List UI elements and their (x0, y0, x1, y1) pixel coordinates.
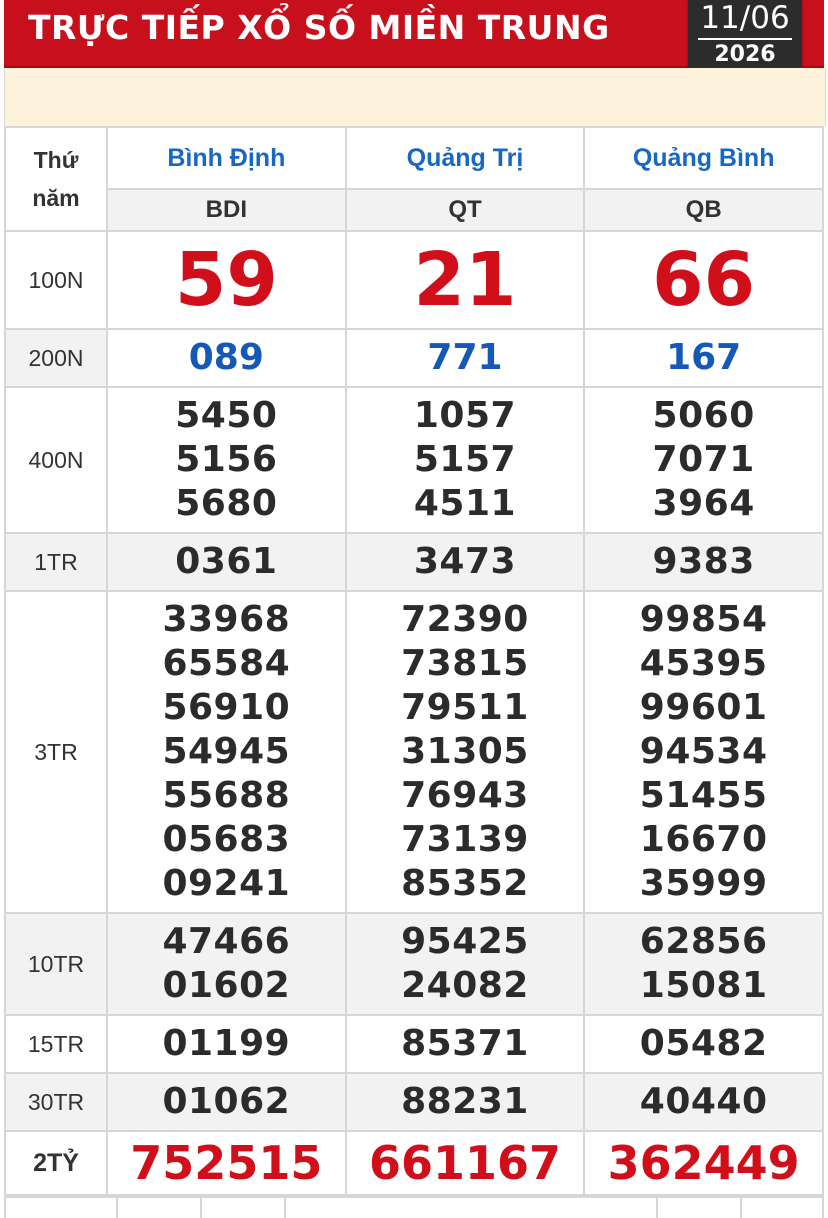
prize-number: 167 (666, 337, 742, 378)
prize-cell (346, 591, 585, 913)
prize-label: 100N (5, 231, 107, 329)
prize-cell (346, 1131, 585, 1195)
prize-number: 56910 (162, 687, 291, 728)
prize-cell (584, 913, 823, 1015)
date-divider (698, 38, 792, 40)
divider (116, 1198, 118, 1218)
province-code: BDI (107, 189, 346, 231)
prize-cell (584, 1131, 823, 1195)
ad-banner (4, 68, 826, 126)
prize-cell (346, 231, 585, 329)
prize-number: 88231 (401, 1081, 529, 1122)
prize-label: 1TR (5, 533, 107, 591)
prize-number: 5157 (413, 439, 517, 480)
province-name-quang-tri[interactable]: Quảng Trị (346, 127, 585, 189)
divider (4, 1198, 6, 1218)
prize-label: 3TR (5, 591, 107, 913)
prize-number: 01199 (162, 1023, 291, 1064)
prize-number: 4511 (413, 483, 517, 524)
prize-number: 35999 (639, 863, 768, 904)
prize-number: 62856 (639, 921, 768, 962)
prize-row-10tr (5, 913, 823, 1015)
prize-cell (107, 913, 346, 1015)
prize-label: 30TR (5, 1073, 107, 1131)
prize-number: 40440 (639, 1081, 768, 1122)
prize-cell (107, 387, 346, 533)
prize-number: 15081 (639, 965, 768, 1006)
jackpot-number: 362449 (607, 1136, 800, 1190)
prize-cell (346, 329, 585, 387)
prize-row-1tr (5, 533, 823, 591)
prize-number: 01062 (162, 1081, 291, 1122)
prize-number: 66 (652, 237, 756, 323)
prize-cell (107, 231, 346, 329)
prize-number: 5156 (175, 439, 278, 480)
date-day: 11/06 (700, 0, 790, 36)
weekday-line-2: năm (32, 185, 80, 211)
prize-number: 5680 (175, 483, 278, 524)
prize-cell (107, 329, 346, 387)
prize-cell (107, 1073, 346, 1131)
divider (656, 1198, 658, 1218)
prize-cell (584, 329, 823, 387)
prize-number: 24082 (401, 965, 529, 1006)
prize-cell (107, 533, 346, 591)
prize-number: 771 (427, 337, 503, 378)
prize-number: 5450 (175, 395, 278, 436)
date-badge[interactable] (688, 0, 802, 74)
results-table (4, 126, 824, 1196)
prize-cell (107, 1131, 346, 1195)
prize-number: 55688 (162, 775, 291, 816)
prize-label: 10TR (5, 913, 107, 1015)
prize-number: 31305 (401, 731, 529, 772)
date-year: 2026 (714, 42, 776, 67)
province-code: QB (584, 189, 823, 231)
divider (284, 1198, 286, 1218)
prize-row-30tr (5, 1073, 823, 1131)
jackpot-number: 752515 (130, 1136, 323, 1190)
prize-number: 0361 (175, 541, 278, 582)
prize-number: 5060 (652, 395, 755, 436)
prize-number: 94534 (639, 731, 768, 772)
prize-number: 73139 (401, 819, 529, 860)
prize-number: 01602 (162, 965, 291, 1006)
prize-number: 47466 (162, 921, 291, 962)
jackpot-number: 661167 (368, 1136, 561, 1190)
prize-row-200n (5, 329, 823, 387)
prize-cell (346, 1015, 585, 1073)
prize-cell (584, 591, 823, 913)
prize-cell (346, 913, 585, 1015)
prize-number: 05683 (162, 819, 291, 860)
prize-row-400n (5, 387, 823, 533)
prize-row-15tr (5, 1015, 823, 1073)
prize-number: 65584 (162, 643, 291, 684)
province-name-quang-binh[interactable]: Quảng Bình (584, 127, 823, 189)
prize-number: 089 (188, 337, 264, 378)
prize-number: 73815 (401, 643, 529, 684)
prize-number: 85371 (401, 1023, 529, 1064)
province-code-row (5, 189, 823, 231)
next-table-edge (4, 1196, 824, 1218)
weekday-line-1: Thứ (33, 147, 79, 173)
prize-number: 09241 (162, 863, 291, 904)
prize-number: 85352 (401, 863, 529, 904)
weekday-cell (5, 127, 107, 231)
prize-cell (107, 591, 346, 913)
prize-number: 9383 (652, 541, 755, 582)
prize-row-100n (5, 231, 823, 329)
page-title: TRỰC TIẾP XỔ SỐ MIỀN TRUNG (28, 8, 610, 47)
prize-number: 05482 (639, 1023, 768, 1064)
prize-label: 200N (5, 329, 107, 387)
prize-number: 1057 (413, 395, 517, 436)
prize-label-jackpot: 2TỶ (5, 1131, 107, 1195)
prize-cell (107, 1015, 346, 1073)
prize-cell (584, 533, 823, 591)
prize-number: 99601 (639, 687, 768, 728)
province-code: QT (346, 189, 585, 231)
prize-number: 72390 (401, 599, 529, 640)
prize-cell (584, 1015, 823, 1073)
prize-cell (346, 533, 585, 591)
prize-row-3tr (5, 591, 823, 913)
prize-number: 3473 (413, 541, 517, 582)
prize-number: 79511 (401, 687, 529, 728)
prize-number: 21 (413, 237, 517, 323)
divider (200, 1198, 202, 1218)
province-name-row (5, 127, 823, 189)
prize-label: 400N (5, 387, 107, 533)
prize-number: 33968 (162, 599, 291, 640)
prize-number: 7071 (652, 439, 755, 480)
prize-number: 51455 (639, 775, 768, 816)
prize-number: 95425 (401, 921, 529, 962)
prize-cell (584, 1073, 823, 1131)
province-name-binh-dinh[interactable]: Bình Định (107, 127, 346, 189)
prize-cell (584, 387, 823, 533)
prize-number: 59 (174, 237, 278, 323)
prize-number: 3964 (652, 483, 755, 524)
divider (822, 1198, 824, 1218)
prize-number: 99854 (639, 599, 768, 640)
prize-number: 16670 (639, 819, 768, 860)
prize-label: 15TR (5, 1015, 107, 1073)
prize-number: 45395 (639, 643, 768, 684)
prize-cell (346, 387, 585, 533)
prize-number: 76943 (401, 775, 529, 816)
prize-number: 54945 (162, 731, 291, 772)
prize-row-jackpot (5, 1131, 823, 1195)
prize-cell (346, 1073, 585, 1131)
prize-cell (584, 231, 823, 329)
divider (740, 1198, 742, 1218)
